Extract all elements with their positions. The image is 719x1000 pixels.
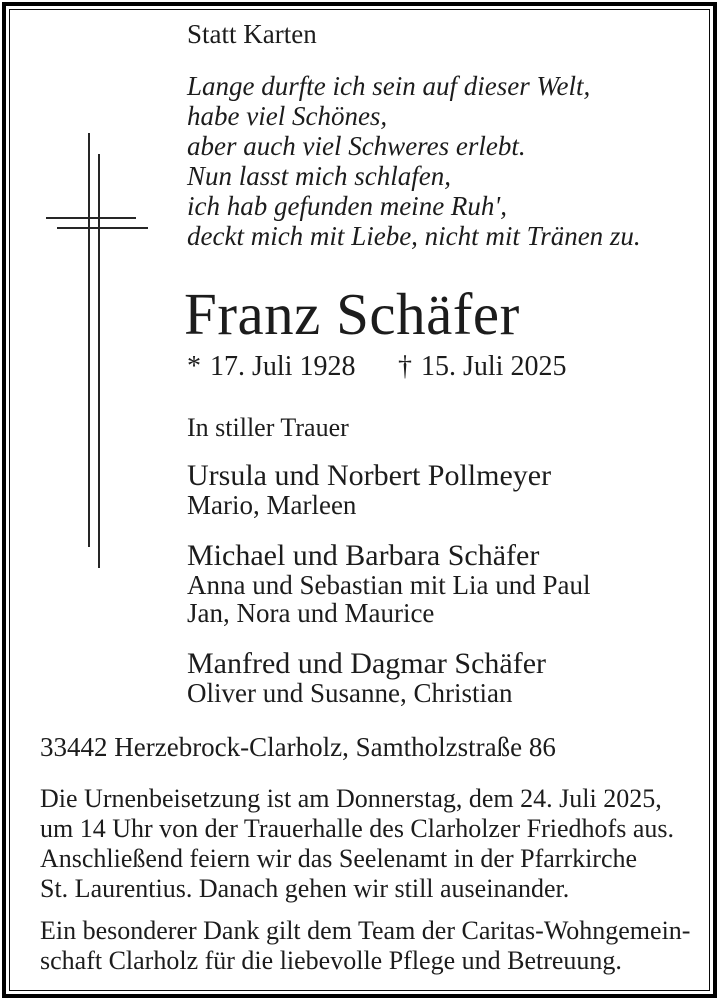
- funeral-info-line: Die Urnenbeisetzung ist am Donnerstag, dem 24. Juli 2025,: [40, 784, 662, 813]
- poem-line: habe viel Schönes,: [187, 101, 388, 131]
- funeral-info-line: um 14 Uhr von der Trauerhalle des Clarholzer Friedhofs aus.: [40, 814, 674, 843]
- mourner-sub: Mario, Marleen: [187, 490, 357, 520]
- mourner-group: [187, 461, 590, 519]
- funeral-info: [40, 784, 705, 904]
- poem: [187, 71, 641, 251]
- funeral-info-line: Anschließend feiern wir das Seelenamt in der Pfarrkirche: [40, 844, 638, 873]
- poem-line: Nun lasst mich schlafen,: [187, 161, 451, 191]
- death-date: [398, 352, 566, 382]
- poem-line: deckt mich mit Liebe, nicht mit Tränen zu.: [187, 221, 641, 251]
- statt-karten-label: Statt Karten: [187, 19, 317, 49]
- birth-date-text: 17. Juli 1928: [210, 351, 356, 382]
- thanks-line: Ein besonderer Dank gilt dem Team der Caritas-Wohngemein-: [40, 916, 691, 945]
- poem-line: aber auch viel Schweres erlebt.: [187, 131, 526, 161]
- birth-date: [187, 352, 398, 382]
- mourner-main: Manfred und Dagmar Schäfer: [187, 647, 547, 680]
- address-line: 33442 Herzebrock-Clarholz, Samtholzstraße 86: [40, 732, 556, 762]
- deceased-name: Franz Schäfer: [184, 281, 520, 347]
- poem-line: Lange durfte ich sein auf dieser Welt,: [187, 71, 591, 101]
- mourner-sub: Oliver und Susanne, Christian: [187, 678, 513, 708]
- mourner-main: Ursula und Norbert Pollmeyer: [187, 459, 552, 492]
- mourner-main: Michael und Barbara Schäfer: [187, 539, 540, 572]
- death-date-text: 15. Juli 2025: [421, 351, 567, 382]
- thanks-line: schaft Clarholz für die liebevolle Pflege und Betreuung.: [40, 946, 622, 975]
- mourner-group: [187, 541, 590, 627]
- mourner-group: [187, 649, 590, 707]
- mourning-intro: In stiller Trauer: [187, 413, 349, 442]
- mourner-sub: Jan, Nora und Maurice: [187, 598, 435, 628]
- cross-horizontal-line-1: [46, 217, 136, 219]
- life-dates: [187, 352, 566, 382]
- poem-line: ich hab gefunden meine Ruh',: [187, 191, 507, 221]
- mourners-list: [187, 461, 590, 707]
- birth-symbol: *: [187, 351, 201, 382]
- death-symbol: †: [398, 351, 412, 382]
- funeral-info-line: St. Laurentius. Danach gehen wir still auseinander.: [40, 874, 570, 903]
- cross-vertical-line-1: [88, 133, 90, 547]
- mourner-sub: Anna und Sebastian mit Lia und Paul: [187, 570, 591, 600]
- thanks-note: [40, 916, 705, 976]
- cross-horizontal-line-2: [57, 227, 148, 229]
